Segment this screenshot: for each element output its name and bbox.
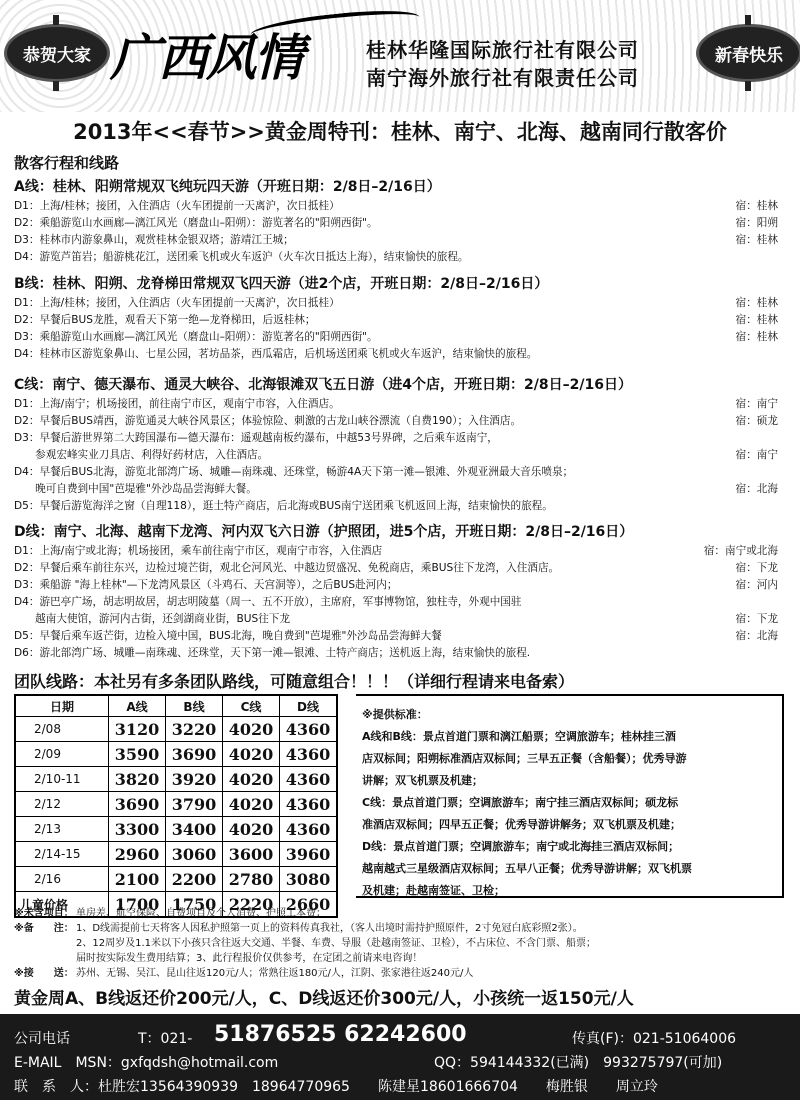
- text: 2100: [109, 867, 166, 892]
- text: D5：早餐后乘车返芒街，边检入境中国，BUS北海，晚自费到"芭堤雅"外沙岛品尝海鲜大餐: [14, 630, 442, 642]
- text: ※接 送：: [14, 968, 74, 979]
- phone-label: 公司电话: [14, 1031, 70, 1047]
- itinerary-day: [14, 498, 784, 515]
- text: 3400: [166, 817, 223, 842]
- itinerary-day: [14, 430, 784, 447]
- itinerary-day: [14, 232, 784, 249]
- text: 3590: [109, 742, 166, 767]
- price-header-row: [15, 695, 337, 717]
- text: 3820: [109, 767, 166, 792]
- fax: 传真(F)：021-51064006: [572, 1031, 737, 1047]
- itinerary-day: [14, 215, 784, 232]
- itinerary-day: [14, 594, 784, 611]
- text: 宿：下龙: [735, 562, 778, 574]
- text: [670, 498, 784, 515]
- standards-line: A线和B线：景点首道门票和漓江船票；空调旅游车；桂林挂三酒: [362, 730, 676, 743]
- route-b: [14, 273, 784, 363]
- text: 3300: [109, 817, 166, 842]
- text: D5：早餐后游览海洋之窗（自理118），逛土特产商店，后北海或BUS南宁送团乘飞机返回上海，结束愉快的旅程。: [14, 500, 553, 512]
- text: 宿：下龙: [735, 613, 778, 625]
- price-row: [15, 792, 337, 817]
- route-title: C线：南宁、德天瀑布、通灵大峡谷、北海银滩双飞五日游（进4个店，开班日期：2/8日–2/16日）: [14, 377, 632, 393]
- company-name-2: 南宁海外旅行社有限责任公司: [366, 66, 639, 90]
- right-badge-text: 新春快乐: [715, 45, 783, 66]
- text: D1：上海/桂林；接团，入住酒店（火车团提前一天离沪，次日抵桂）: [14, 297, 340, 309]
- text: ※备 注：: [14, 923, 74, 934]
- team-routes-line: 团队线路：本社另有多条团队路线，可随意组合！！！（详细行程请来电备索）: [14, 672, 575, 691]
- itinerary-day: [14, 413, 784, 430]
- text: D2：早餐后BUS靖西，游览通灵大峡谷风景区；体验惊险、刺激的古龙山峡谷漂流（自费190）；入住酒店。: [14, 415, 522, 427]
- text: 单房差、航空保险、自费项目及个人消费、护照工本费；: [76, 908, 326, 919]
- price-row: [15, 742, 337, 767]
- text: 2/16: [15, 867, 109, 892]
- text: 3690: [166, 742, 223, 767]
- itinerary-day: [14, 312, 784, 329]
- text: D4：桂林市区游览象鼻山、七星公园，茗坊品茶，西瓜霜店，后机场送团乘飞机或火车返沪，结束愉快的旅程。: [14, 348, 538, 360]
- text: 宿：桂林: [735, 314, 778, 326]
- text: 4020: [223, 792, 280, 817]
- price-row: [15, 867, 337, 892]
- left-badge-text: 恭贺大家: [23, 45, 91, 66]
- text: D1：上海/南宁；机场接团，前往南宁市区，观南宁市容，入住酒店。: [14, 398, 340, 410]
- text: D2：早餐后BUS龙胜，观看天下第一绝—龙脊梯田，后返桂林；: [14, 314, 316, 326]
- text: [670, 594, 784, 611]
- itinerary-day: [14, 464, 784, 481]
- brand-logo: 广西风情: [110, 29, 302, 87]
- text: 2220: [223, 892, 280, 918]
- text: 宿：河内: [735, 579, 778, 591]
- text: 参观宏峰实业刀具店、利得好药材店，入住酒店。: [14, 449, 269, 461]
- text: D3：乘船游览山水画廊—漓江风光（磨盘山–阳朔）：游览著名的"阳朔西街"。: [14, 331, 378, 343]
- route-title: B线：桂林、阳朔、龙脊梯田常规双飞四天游（进2个店，开班日期：2/8日–2/16日）: [14, 276, 549, 292]
- text: 2780: [223, 867, 280, 892]
- itinerary-day: [14, 543, 784, 560]
- section-heading: 散客行程和线路: [14, 154, 120, 172]
- text: 2660: [280, 892, 338, 918]
- text: 2/14-15: [15, 842, 109, 867]
- route-title: D线：南宁、北海、越南下龙湾、河内双飞六日游（护照团，进5个店，开班日期：2/8日–2/16日）: [14, 524, 634, 540]
- contacts: 联 系 人：杜胜宏13564390939 18964770965 陈建星18601666704 梅胜银 周立玲: [14, 1079, 658, 1095]
- itinerary-day: [14, 481, 784, 498]
- text: D3：乘船游 "海上桂林"—下龙湾风景区（斗鸡石、天宫洞等），之后BUS赴河内；: [14, 579, 398, 591]
- text: D线: [280, 695, 338, 717]
- text: D4：早餐后BUS北海，游览北部湾广场、城雕—南珠魂、还珠堂，畅游4A天下第一滩—银滩、外观亚洲最大音乐喷泉；: [14, 466, 574, 478]
- itinerary-day: [14, 577, 784, 594]
- text: [670, 464, 784, 481]
- text: 4360: [280, 742, 338, 767]
- itinerary-day: [14, 329, 784, 346]
- text: 宿：南宁或北海: [703, 545, 778, 557]
- text: C线: [223, 695, 280, 717]
- left-lantern-badge: [4, 24, 110, 82]
- text: 3920: [166, 767, 223, 792]
- text: [670, 346, 784, 363]
- itinerary-day: [14, 611, 784, 628]
- page-title: 2013年<<春节>>黄金周特刊：桂林、南宁、北海、越南同行散客价: [73, 120, 727, 144]
- text: 2/12: [15, 792, 109, 817]
- phone-numbers: 51876525 62242600: [214, 1022, 467, 1047]
- text: 4020: [223, 742, 280, 767]
- qq: QQ：594144332(已满) 993275797(可加): [434, 1055, 723, 1071]
- text: 3690: [109, 792, 166, 817]
- price-row: [15, 717, 337, 742]
- standards-title: ※提供标准：: [362, 708, 428, 721]
- right-lantern-badge: [696, 24, 800, 82]
- text: 宿：北海: [735, 483, 778, 495]
- route-c: [14, 374, 784, 515]
- text: D2：早餐后乘车前往东兴，边检过境芒街，观北仑河风光、中越边贸盛况、免税商店，乘BUS往下龙湾，入住酒店。: [14, 562, 560, 574]
- itinerary-day: [14, 249, 784, 266]
- text: 4360: [280, 767, 338, 792]
- text: 4360: [280, 717, 338, 742]
- text: D3：桂林市内游象鼻山，观赏桂林金银双塔；游靖江王城；: [14, 234, 294, 246]
- text: D1：上海/南宁或北海；机场接团，乘车前往南宁市区，观南宁市容，入住酒店: [14, 545, 383, 557]
- rebate-line: 黄金周A、B线返还价200元/人，C、D线返还价300元/人，小孩统一返150元/人: [14, 989, 634, 1009]
- standards-line: 讲解；双飞机票及机建；: [362, 774, 483, 787]
- text: 4020: [223, 717, 280, 742]
- company-name-1: 桂林华隆国际旅行社有限公司: [366, 38, 639, 62]
- text: D6：游北部湾广场、城雕—南珠魂、还珠堂，天下第一滩—银滩、土特产商店；送机返上海，结束愉快的旅程.: [14, 647, 531, 659]
- text: 宿：阳朔: [735, 217, 778, 229]
- itinerary-day: [14, 628, 784, 645]
- text: 苏州、无锡、吴江、昆山往返120元/人；常熟往返180元/人，江阴、张家港往返240元/人: [76, 968, 474, 979]
- text: 3060: [166, 842, 223, 867]
- notes-block: [14, 906, 784, 981]
- text: B线: [166, 695, 223, 717]
- phone-prefix: T：021-: [138, 1031, 193, 1047]
- text: 4020: [223, 817, 280, 842]
- text: 宿：硕龙: [735, 415, 778, 427]
- text: 2/13: [15, 817, 109, 842]
- header-banner: [0, 0, 800, 112]
- text: 3080: [280, 867, 338, 892]
- text: 晚可自费到中国"芭堤雅"外沙岛品尝海鲜大餐。: [14, 483, 257, 495]
- text: D2：乘船游览山水画廊—漓江风光（磨盘山–阳朔）：游览著名的"阳朔西街"。: [14, 217, 378, 229]
- text: 2/09: [15, 742, 109, 767]
- text: 宿：南宁: [735, 449, 778, 461]
- text: D4：游览芦笛岩；船游桃花江，送团乘飞机或火车返沪（火车次日抵达上海），结束愉快的旅程。: [14, 251, 469, 263]
- text: ※未含项目：: [14, 908, 74, 919]
- text: D3：早餐后游世界第二大跨国瀑布—德天瀑布：遥观越南板约瀑布，中越53号界碑，之后乘车返南宁，: [14, 432, 498, 444]
- text: 2/08: [15, 717, 109, 742]
- text: 2、12周岁及1.1米以下小孩只含往返大交通、半餐、车费、导服（赴越南签证、卫检），不占床位、不含门票、船票；: [76, 938, 596, 949]
- standards-line: 越南越式三星级酒店双标间；五早八正餐；优秀导游讲解；双飞机票: [362, 862, 692, 875]
- text: 宿：桂林: [735, 200, 778, 212]
- itinerary-day: [14, 645, 784, 662]
- text: 越南大使馆，游河内古街，还剑湖商业街，BUS往下龙: [14, 613, 290, 625]
- text: 1、D线需提前七天将客人因私护照第一页上的资料传真我社，（客人出境时需持护照原件，2寸免冠白底彩照2张）。: [76, 923, 583, 934]
- standards-line: C线：景点首道门票；空调旅游车；南宁挂三酒店双标间；硕龙标: [362, 796, 679, 809]
- text: D1：上海/桂林；接团，入住酒店（火车团提前一天离沪，次日抵桂）: [14, 200, 340, 212]
- service-standards: [356, 694, 784, 898]
- text: 3120: [109, 717, 166, 742]
- text: 2/10-11: [15, 767, 109, 792]
- text: 4360: [280, 792, 338, 817]
- text: 3600: [223, 842, 280, 867]
- text: 宿：桂林: [735, 331, 778, 343]
- route-title: A线：桂林、阳朔常规双飞纯玩四天游（开班日期：2/8日–2/16日）: [14, 179, 441, 195]
- text: 日期: [15, 695, 109, 717]
- standards-line: 店双标间；阳朔标准酒店双标间；三早五正餐（含船餐）；优秀导游: [362, 752, 687, 765]
- text: [670, 645, 784, 662]
- standards-line: 准酒店双标间；四早五正餐；优秀导游讲解务；双飞机票及机建；: [362, 818, 681, 831]
- price-table: [14, 694, 338, 918]
- itinerary-day: [14, 396, 784, 413]
- text: 届时按实际发生费用结算；3、此行程报价仅供参考，在定团之前请来电咨询！: [76, 953, 423, 964]
- text: 4360: [280, 817, 338, 842]
- contact-footer: [0, 1014, 800, 1100]
- text: 3220: [166, 717, 223, 742]
- email: E-MAIL MSN：gxfqdsh@hotmail.com: [14, 1055, 279, 1071]
- text: 宿：桂林: [735, 234, 778, 246]
- itinerary-day: [14, 346, 784, 363]
- itinerary-day: [14, 198, 784, 215]
- itinerary-day: [14, 447, 784, 464]
- text: [670, 430, 784, 447]
- text: 4020: [223, 767, 280, 792]
- text: 1750: [166, 892, 223, 918]
- text: 儿童价格: [15, 892, 109, 918]
- text: [670, 249, 784, 266]
- text: 2960: [109, 842, 166, 867]
- text: 3960: [280, 842, 338, 867]
- standards-line: D线：景点首道门票；空调旅游车；南宁或北海挂三酒店双标间；: [362, 840, 680, 853]
- itinerary-day: [14, 295, 784, 312]
- text: 宿：北海: [735, 630, 778, 642]
- price-row: [15, 842, 337, 867]
- price-row: [15, 767, 337, 792]
- text: 2200: [166, 867, 223, 892]
- text: 1700: [109, 892, 166, 918]
- text: 3790: [166, 792, 223, 817]
- price-row: [15, 817, 337, 842]
- text: D4：游巴亭广场，胡志明故居，胡志明陵墓（周一、五不开放），主席府，军事博物馆，独柱寺，外观中国驻: [14, 596, 522, 608]
- text: 宿：南宁: [735, 398, 778, 410]
- text: 宿：桂林: [735, 297, 778, 309]
- route-d: [14, 521, 784, 662]
- route-a: [14, 176, 784, 266]
- standards-line: 及机建；赴越南签证、卫检；: [362, 884, 505, 897]
- text: A线: [109, 695, 166, 717]
- itinerary-day: [14, 560, 784, 577]
